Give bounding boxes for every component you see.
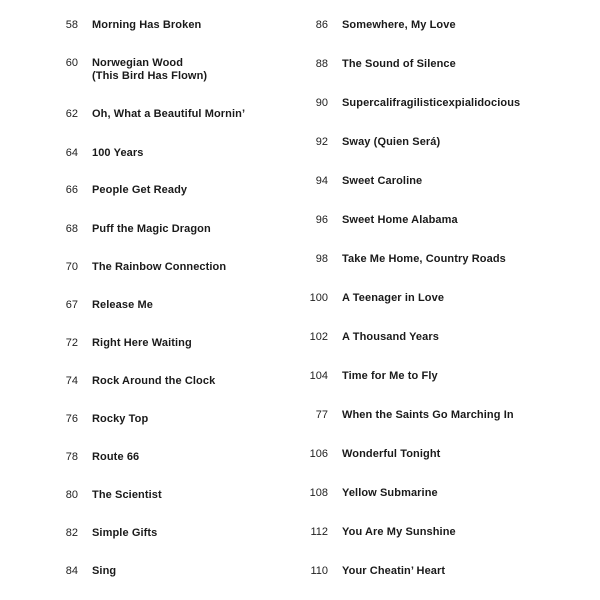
song-title: Time for Me to Fly (342, 370, 438, 382)
toc-entry (300, 565, 560, 578)
page-number: 98 (315, 253, 328, 265)
song-title: Oh, What a Beautiful Mornin’ (92, 108, 246, 120)
page-number: 60 (65, 57, 78, 69)
song-title: Sweet Home Alabama (342, 214, 458, 226)
song-title: Route 66 (92, 451, 140, 463)
page-number: 76 (65, 413, 78, 425)
page-number: 88 (315, 58, 328, 70)
page-number: 58 (65, 19, 78, 31)
song-title: Right Here Waiting (92, 337, 192, 349)
song-title: The Sound of Silence (342, 58, 456, 70)
song-title: Supercalifragilisticexpialidocious (342, 97, 521, 109)
song-title: Rock Around the Clock (92, 375, 216, 387)
song-title: You Are My Sunshine (342, 526, 456, 538)
page-number: 96 (315, 214, 328, 226)
toc-entry (50, 184, 310, 197)
song-title: Sing (92, 565, 117, 577)
toc-entry (300, 58, 560, 71)
toc-entry (300, 292, 560, 305)
page-number: 82 (65, 527, 78, 539)
page-number: 104 (309, 370, 328, 382)
page-number: 108 (309, 487, 328, 499)
page-number: 67 (65, 299, 78, 311)
page-number: 92 (315, 136, 328, 148)
toc-entry (50, 375, 310, 388)
toc-entry (300, 214, 560, 227)
toc-entry (300, 487, 560, 500)
song-title: Norwegian Wood (This Bird Has Flown) (92, 57, 208, 82)
toc-entry (50, 147, 310, 160)
song-title: When the Saints Go Marching In (342, 409, 514, 421)
toc-entry (50, 57, 310, 83)
toc-column-left (50, 0, 310, 600)
page-number: 74 (65, 375, 78, 387)
page-number: 100 (309, 292, 328, 304)
page-number: 66 (65, 184, 78, 196)
song-title: Morning Has Broken (92, 19, 202, 31)
toc-entry (50, 489, 310, 502)
song-title: Puff the Magic Dragon (92, 223, 211, 235)
page-number: 70 (65, 261, 78, 273)
toc-entry (50, 527, 310, 540)
song-title: Simple Gifts (92, 527, 158, 539)
page-number: 64 (65, 147, 78, 159)
toc-entry (50, 565, 310, 578)
toc-entry (50, 108, 310, 121)
page-number: 110 (310, 565, 328, 577)
page-number: 112 (310, 526, 328, 538)
page-number: 68 (65, 223, 78, 235)
page-number: 72 (65, 337, 78, 349)
page-number: 106 (309, 448, 328, 460)
page-number: 84 (65, 565, 78, 577)
song-title: A Thousand Years (342, 331, 439, 343)
toc-entry (50, 451, 310, 464)
page-number: 77 (315, 409, 328, 421)
song-title: 100 Years (92, 147, 144, 159)
page-number: 62 (65, 108, 78, 120)
toc-entry (50, 19, 310, 32)
song-title: Sway (Quien Será) (342, 136, 441, 148)
song-title: Yellow Submarine (342, 487, 438, 499)
toc-entry (50, 337, 310, 350)
toc-entry (300, 19, 560, 32)
toc-entry (300, 175, 560, 188)
page-number: 86 (315, 19, 328, 31)
toc-entry (50, 223, 310, 236)
toc-entry (300, 370, 560, 383)
song-title: The Rainbow Connection (92, 261, 227, 273)
song-title: Wonderful Tonight (342, 448, 441, 460)
page-number: 80 (65, 489, 78, 501)
song-title: People Get Ready (92, 184, 188, 196)
song-title: The Scientist (92, 489, 162, 501)
song-title: Sweet Caroline (342, 175, 423, 187)
page-number: 94 (315, 175, 328, 187)
song-title: Somewhere, My Love (342, 19, 456, 31)
song-title: Take Me Home, Country Roads (342, 253, 506, 265)
toc-entry (50, 413, 310, 426)
song-title: Rocky Top (92, 413, 149, 425)
toc-entry (50, 261, 310, 274)
page-number: 102 (309, 331, 328, 343)
toc-entry (300, 253, 560, 266)
page-number: 90 (315, 97, 328, 109)
toc-entry (300, 448, 560, 461)
page-number: 78 (65, 451, 78, 463)
song-title: Release Me (92, 299, 153, 311)
toc-entry (300, 409, 560, 422)
song-title: Your Cheatin’ Heart (342, 565, 446, 577)
toc-entry (50, 299, 310, 312)
toc-entry (300, 331, 560, 344)
song-title: A Teenager in Love (342, 292, 445, 304)
toc-entry (300, 136, 560, 149)
toc-entry (300, 526, 560, 539)
toc-entry (300, 97, 560, 110)
toc-column-right (300, 0, 560, 600)
